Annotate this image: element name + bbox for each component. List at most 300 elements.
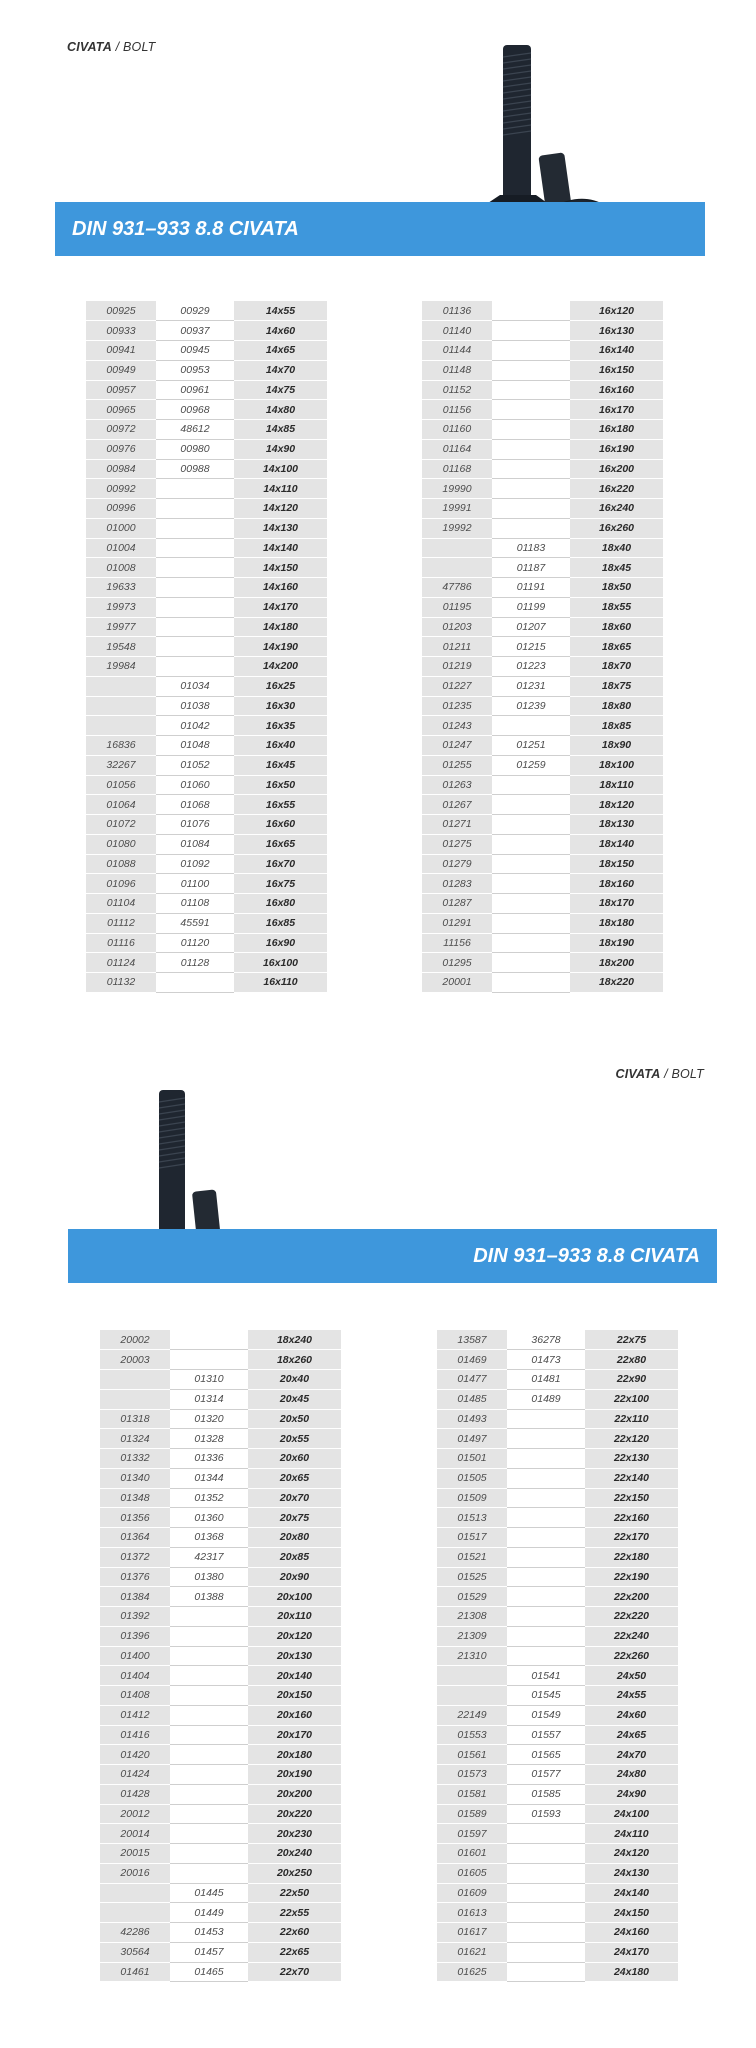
table-row (100, 1784, 341, 1804)
size-cell: 24x150 (585, 1903, 678, 1923)
code-931-cell: 01056 (86, 775, 156, 795)
table-row (422, 637, 663, 657)
code-933-cell: 01336 (170, 1449, 248, 1469)
code-933-cell (507, 1923, 585, 1943)
size-cell: 20x220 (248, 1804, 341, 1824)
table-row (100, 1587, 341, 1607)
code-933-cell: 01388 (170, 1587, 248, 1607)
table-row (86, 933, 327, 953)
size-cell: 20x65 (248, 1468, 341, 1488)
size-cell: 20x100 (248, 1587, 341, 1607)
page-header-bottom (615, 1067, 704, 1081)
table-row (86, 518, 327, 538)
code-931-cell: 01525 (437, 1567, 507, 1587)
code-933-cell: 01183 (492, 538, 570, 558)
size-cell: 16x200 (570, 459, 663, 479)
code-931-cell: 19548 (86, 637, 156, 657)
code-933-cell (507, 1824, 585, 1844)
code-931-cell: 01505 (437, 1468, 507, 1488)
table-row (86, 341, 327, 361)
code-933-cell: 01042 (156, 716, 234, 736)
table-row (100, 1508, 341, 1528)
code-933-cell (170, 1844, 248, 1864)
size-cell: 14x90 (234, 439, 327, 459)
size-cell: 16x110 (234, 973, 327, 993)
code-931-cell: 01148 (422, 360, 492, 380)
code-933-cell (170, 1686, 248, 1706)
table-row (86, 716, 327, 736)
code-933-cell: 01328 (170, 1429, 248, 1449)
code-931-cell: 01605 (437, 1863, 507, 1883)
table-row (100, 1468, 341, 1488)
code-931-cell: 01004 (86, 538, 156, 558)
size-cell: 18x70 (570, 657, 663, 677)
table-row (422, 973, 663, 993)
code-931-cell: 01392 (100, 1607, 170, 1627)
code-933-cell (507, 1903, 585, 1923)
table-row (422, 597, 663, 617)
size-cell: 16x140 (570, 341, 663, 361)
code-931-cell: 00925 (86, 301, 156, 321)
code-931-cell: 01124 (86, 953, 156, 973)
size-cell: 20x190 (248, 1765, 341, 1785)
size-cell: 20x40 (248, 1370, 341, 1390)
table-row (86, 558, 327, 578)
code-931-cell: 01517 (437, 1528, 507, 1548)
table-row (86, 775, 327, 795)
code-931-cell (100, 1370, 170, 1390)
code-931-cell: 01164 (422, 439, 492, 459)
code-933-cell (492, 420, 570, 440)
table-row (86, 301, 327, 321)
code-931-cell: 01267 (422, 795, 492, 815)
code-933-cell: 01593 (507, 1804, 585, 1824)
table-row (100, 1626, 341, 1646)
table-row (437, 1449, 678, 1469)
code-933-cell: 01481 (507, 1370, 585, 1390)
size-cell: 20x160 (248, 1705, 341, 1725)
size-cell: 20x70 (248, 1488, 341, 1508)
spec-table-right (422, 301, 663, 993)
table-row (437, 1883, 678, 1903)
code-931-cell: 01356 (100, 1508, 170, 1528)
size-cell: 18x110 (570, 775, 663, 795)
code-931-cell: 30564 (100, 1942, 170, 1962)
size-cell: 16x85 (234, 913, 327, 933)
code-931-cell (422, 558, 492, 578)
code-931-cell: 01295 (422, 953, 492, 973)
code-931-cell: 01243 (422, 716, 492, 736)
code-933-cell: 01207 (492, 617, 570, 637)
table-row (437, 1468, 678, 1488)
table-row (422, 874, 663, 894)
code-933-cell (492, 775, 570, 795)
size-cell: 20x60 (248, 1449, 341, 1469)
code-931-cell: 01132 (86, 973, 156, 993)
code-931-cell: 01372 (100, 1547, 170, 1567)
size-cell: 20x240 (248, 1844, 341, 1864)
code-933-cell (492, 321, 570, 341)
code-933-cell (507, 1547, 585, 1567)
code-933-cell: 01344 (170, 1468, 248, 1488)
size-cell: 18x80 (570, 696, 663, 716)
table-row (86, 913, 327, 933)
size-cell: 14x170 (234, 597, 327, 617)
code-931-cell: 13587 (437, 1330, 507, 1350)
code-931-cell: 20012 (100, 1804, 170, 1824)
table-row (437, 1626, 678, 1646)
table-row (100, 1844, 341, 1864)
table-row (437, 1962, 678, 1982)
code-933-cell: 00988 (156, 459, 234, 479)
size-cell: 16x240 (570, 499, 663, 519)
table-row (437, 1824, 678, 1844)
code-933-cell (507, 1528, 585, 1548)
table-row (422, 420, 663, 440)
code-931-cell: 20014 (100, 1824, 170, 1844)
table-row (100, 1863, 341, 1883)
code-931-cell: 01469 (437, 1350, 507, 1370)
size-cell: 18x180 (570, 913, 663, 933)
header-separator: / (660, 1067, 672, 1081)
table-row (422, 834, 663, 854)
size-cell: 22x260 (585, 1646, 678, 1666)
code-931-cell: 01263 (422, 775, 492, 795)
code-933-cell (492, 933, 570, 953)
table-row (100, 1389, 341, 1409)
code-933-cell (170, 1824, 248, 1844)
code-933-cell: 00937 (156, 321, 234, 341)
code-933-cell: 01231 (492, 676, 570, 696)
code-933-cell: 01549 (507, 1705, 585, 1725)
code-933-cell: 01191 (492, 578, 570, 598)
code-931-cell: 01400 (100, 1646, 170, 1666)
code-933-cell (492, 499, 570, 519)
size-cell: 22x190 (585, 1567, 678, 1587)
code-933-cell: 01465 (170, 1962, 248, 1982)
code-931-cell: 00972 (86, 420, 156, 440)
code-931-cell: 01080 (86, 834, 156, 854)
table-row (437, 1488, 678, 1508)
size-cell: 18x190 (570, 933, 663, 953)
code-933-cell: 01199 (492, 597, 570, 617)
code-931-cell: 01348 (100, 1488, 170, 1508)
code-931-cell: 01168 (422, 459, 492, 479)
table-row (437, 1666, 678, 1686)
size-cell: 22x200 (585, 1587, 678, 1607)
code-931-cell: 01219 (422, 657, 492, 677)
code-933-cell: 01038 (156, 696, 234, 716)
code-933-cell (492, 479, 570, 499)
table-row (437, 1765, 678, 1785)
code-933-cell (170, 1745, 248, 1765)
size-cell: 20x80 (248, 1528, 341, 1548)
code-933-cell (170, 1784, 248, 1804)
code-931-cell: 01088 (86, 854, 156, 874)
table-row (437, 1429, 678, 1449)
code-931-cell: 01613 (437, 1903, 507, 1923)
code-931-cell: 01116 (86, 933, 156, 953)
table-row (86, 400, 327, 420)
table-row (100, 1607, 341, 1627)
size-cell: 16x55 (234, 795, 327, 815)
table-row (422, 321, 663, 341)
code-931-cell: 01000 (86, 518, 156, 538)
size-cell: 18x160 (570, 874, 663, 894)
header-subtitle: BOLT (671, 1067, 704, 1081)
code-931-cell: 01271 (422, 815, 492, 835)
code-931-cell: 01376 (100, 1567, 170, 1587)
code-933-cell: 01187 (492, 558, 570, 578)
table-row (86, 360, 327, 380)
code-933-cell (492, 973, 570, 993)
code-933-cell (507, 1488, 585, 1508)
table-row (86, 321, 327, 341)
size-cell: 16x50 (234, 775, 327, 795)
code-931-cell: 19984 (86, 657, 156, 677)
code-933-cell: 45591 (156, 913, 234, 933)
size-cell: 18x200 (570, 953, 663, 973)
table-row (86, 894, 327, 914)
code-933-cell (170, 1705, 248, 1725)
table-row (86, 637, 327, 657)
code-931-cell: 11156 (422, 933, 492, 953)
code-931-cell: 01211 (422, 637, 492, 657)
code-933-cell (492, 360, 570, 380)
code-931-cell: 01275 (422, 834, 492, 854)
code-931-cell: 01461 (100, 1962, 170, 1982)
size-cell: 22x60 (248, 1923, 341, 1943)
code-933-cell (492, 854, 570, 874)
table-row (437, 1903, 678, 1923)
code-931-cell: 00984 (86, 459, 156, 479)
code-931-cell: 01597 (437, 1824, 507, 1844)
size-cell: 20x45 (248, 1389, 341, 1409)
size-cell: 14x200 (234, 657, 327, 677)
table-row (100, 1646, 341, 1666)
table-row (422, 894, 663, 914)
table-row (86, 479, 327, 499)
code-931-cell: 01340 (100, 1468, 170, 1488)
code-931-cell: 01283 (422, 874, 492, 894)
code-931-cell: 01553 (437, 1725, 507, 1745)
code-933-cell (492, 815, 570, 835)
table-row (437, 1567, 678, 1587)
code-933-cell (170, 1646, 248, 1666)
code-933-cell (156, 518, 234, 538)
size-cell: 18x240 (248, 1330, 341, 1350)
size-cell: 18x130 (570, 815, 663, 835)
table-row (422, 439, 663, 459)
code-931-cell (86, 716, 156, 736)
code-931-cell: 01227 (422, 676, 492, 696)
size-cell: 22x65 (248, 1942, 341, 1962)
size-cell: 18x140 (570, 834, 663, 854)
size-cell: 18x60 (570, 617, 663, 637)
size-cell: 20x130 (248, 1646, 341, 1666)
size-cell: 22x50 (248, 1883, 341, 1903)
code-931-cell: 01104 (86, 894, 156, 914)
code-931-cell: 21308 (437, 1607, 507, 1627)
table-row (86, 834, 327, 854)
size-cell: 14x60 (234, 321, 327, 341)
size-cell: 16x130 (570, 321, 663, 341)
size-cell: 24x110 (585, 1824, 678, 1844)
code-933-cell (507, 1468, 585, 1488)
code-931-cell (437, 1666, 507, 1686)
code-931-cell: 01589 (437, 1804, 507, 1824)
code-931-cell: 20016 (100, 1863, 170, 1883)
size-cell: 20x55 (248, 1429, 341, 1449)
code-931-cell: 01203 (422, 617, 492, 637)
code-933-cell: 01457 (170, 1942, 248, 1962)
table-row (437, 1330, 678, 1350)
code-933-cell: 01092 (156, 854, 234, 874)
size-cell: 14x120 (234, 499, 327, 519)
code-931-cell: 01247 (422, 736, 492, 756)
code-931-cell (100, 1883, 170, 1903)
code-931-cell: 01144 (422, 341, 492, 361)
code-933-cell (507, 1607, 585, 1627)
table-row (437, 1607, 678, 1627)
size-cell: 16x220 (570, 479, 663, 499)
code-931-cell: 01477 (437, 1370, 507, 1390)
code-931-cell: 20003 (100, 1350, 170, 1370)
table-row (100, 1350, 341, 1370)
code-933-cell (170, 1330, 248, 1350)
header-subtitle: BOLT (122, 40, 156, 54)
size-cell: 14x110 (234, 479, 327, 499)
table-row (86, 696, 327, 716)
code-933-cell (492, 459, 570, 479)
code-933-cell (492, 953, 570, 973)
table-row (422, 380, 663, 400)
code-931-cell: 01364 (100, 1528, 170, 1548)
code-933-cell: 01128 (156, 953, 234, 973)
code-933-cell (170, 1626, 248, 1646)
code-933-cell (170, 1607, 248, 1627)
code-933-cell (507, 1508, 585, 1528)
code-931-cell: 00949 (86, 360, 156, 380)
code-931-cell: 01581 (437, 1784, 507, 1804)
table-row (100, 1942, 341, 1962)
code-931-cell: 01493 (437, 1409, 507, 1429)
code-931-cell: 20001 (422, 973, 492, 993)
table-row (437, 1587, 678, 1607)
table-row (100, 1429, 341, 1449)
code-933-cell (156, 538, 234, 558)
code-933-cell (507, 1942, 585, 1962)
code-933-cell (156, 657, 234, 677)
code-933-cell (507, 1962, 585, 1982)
code-933-cell: 01320 (170, 1409, 248, 1429)
table-row (86, 815, 327, 835)
code-933-cell (156, 558, 234, 578)
code-933-cell (492, 716, 570, 736)
size-cell: 18x50 (570, 578, 663, 598)
size-cell: 14x130 (234, 518, 327, 538)
code-933-cell (507, 1626, 585, 1646)
code-933-cell (156, 597, 234, 617)
section-banner: DIN 931–933 8.8 CIVATA (55, 202, 705, 256)
code-931-cell: 19977 (86, 617, 156, 637)
code-933-cell (507, 1844, 585, 1864)
table-row (422, 755, 663, 775)
code-933-cell: 00961 (156, 380, 234, 400)
code-931-cell (100, 1389, 170, 1409)
code-931-cell: 01384 (100, 1587, 170, 1607)
code-931-cell: 20002 (100, 1330, 170, 1350)
table-row (86, 795, 327, 815)
size-cell: 16x25 (234, 676, 327, 696)
table-row (86, 597, 327, 617)
brand-label: CIVATA (615, 1067, 661, 1081)
code-933-cell: 00968 (156, 400, 234, 420)
code-933-cell (492, 518, 570, 538)
code-933-cell (170, 1765, 248, 1785)
size-cell: 24x50 (585, 1666, 678, 1686)
size-cell: 16x45 (234, 755, 327, 775)
size-cell: 18x260 (248, 1350, 341, 1370)
table-row (437, 1863, 678, 1883)
code-931-cell: 01513 (437, 1508, 507, 1528)
size-cell: 16x190 (570, 439, 663, 459)
code-933-cell: 01585 (507, 1784, 585, 1804)
code-931-cell: 01291 (422, 913, 492, 933)
table-row (100, 1883, 341, 1903)
code-933-cell (170, 1863, 248, 1883)
code-933-cell (170, 1804, 248, 1824)
size-cell: 16x65 (234, 834, 327, 854)
code-933-cell (156, 973, 234, 993)
code-933-cell: 01541 (507, 1666, 585, 1686)
size-cell: 24x100 (585, 1804, 678, 1824)
table-row (422, 341, 663, 361)
spec-table-right (437, 1330, 678, 1982)
code-931-cell: 01521 (437, 1547, 507, 1567)
size-cell: 22x90 (585, 1370, 678, 1390)
table-row (422, 301, 663, 321)
code-933-cell: 01545 (507, 1686, 585, 1706)
table-row (422, 736, 663, 756)
table-row (422, 795, 663, 815)
section-banner: DIN 931–933 8.8 CIVATA (68, 1229, 717, 1283)
table-row (437, 1844, 678, 1864)
size-cell: 22x240 (585, 1626, 678, 1646)
size-cell: 16x120 (570, 301, 663, 321)
table-row (100, 1962, 341, 1982)
table-row (100, 1686, 341, 1706)
code-933-cell: 01100 (156, 874, 234, 894)
table-row (86, 755, 327, 775)
code-931-cell: 01485 (437, 1389, 507, 1409)
code-933-cell: 01259 (492, 755, 570, 775)
table-row (86, 657, 327, 677)
code-933-cell: 01565 (507, 1745, 585, 1765)
table-row (86, 874, 327, 894)
code-933-cell: 01557 (507, 1725, 585, 1745)
size-cell: 16x170 (570, 400, 663, 420)
spec-table-left (100, 1330, 341, 1982)
size-cell: 20x180 (248, 1745, 341, 1765)
table-row (86, 420, 327, 440)
size-cell: 16x90 (234, 933, 327, 953)
code-931-cell: 01318 (100, 1409, 170, 1429)
table-row (100, 1705, 341, 1725)
table-row (100, 1488, 341, 1508)
size-cell: 18x120 (570, 795, 663, 815)
code-931-cell: 21310 (437, 1646, 507, 1666)
